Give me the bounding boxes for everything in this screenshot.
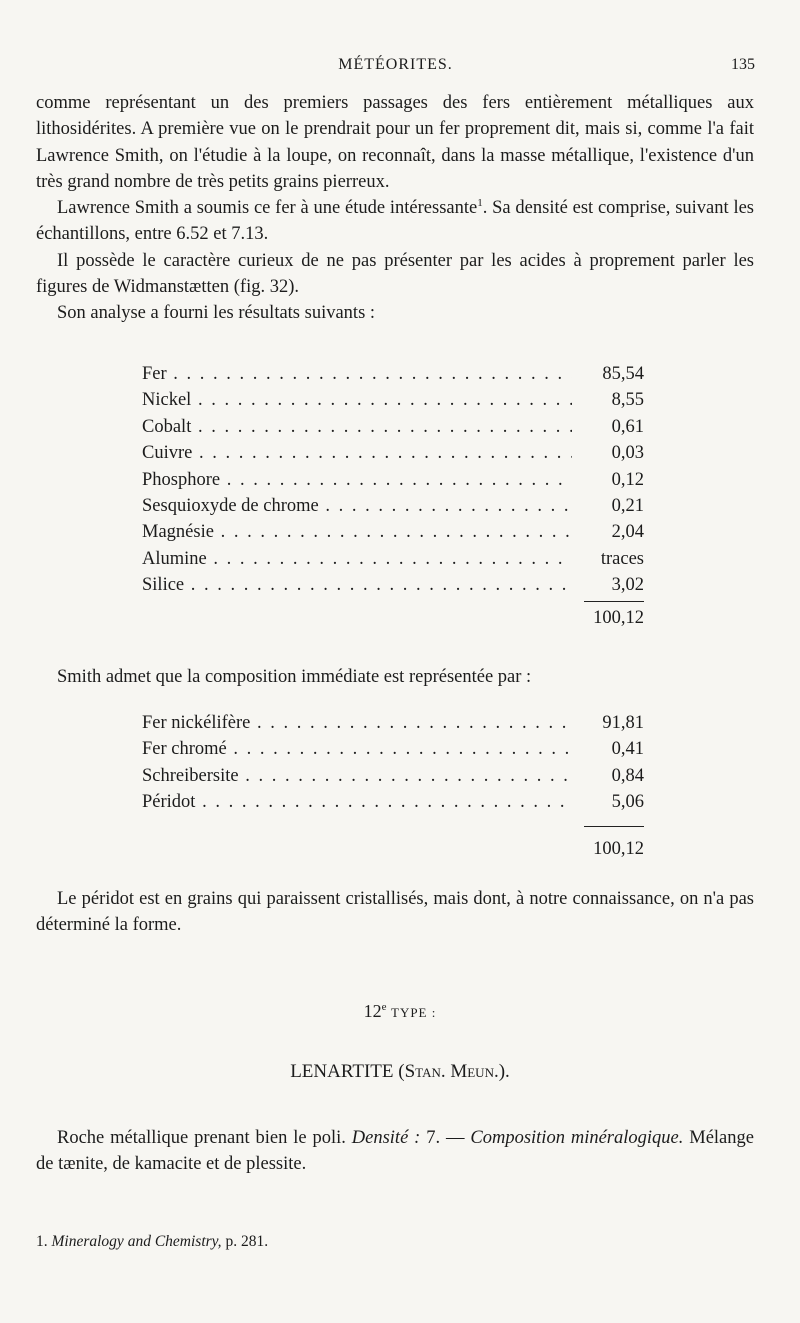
- table-row: [142, 789, 644, 815]
- total-rule: [584, 826, 644, 827]
- row-label: Magnésie . . .: [142, 519, 572, 545]
- row-label: Alumine . . .: [142, 546, 572, 572]
- table-row: [142, 361, 644, 387]
- page-number: 135: [731, 56, 755, 73]
- row-value: 0,12: [572, 467, 644, 493]
- row-value: 0,03: [572, 440, 644, 466]
- paragraph-analysis-intro: Son analyse a fourni les résultats suivants :: [57, 303, 376, 324]
- section-heading: [0, 1061, 800, 1083]
- row-value: 5,06: [572, 789, 644, 815]
- analysis-table: [142, 361, 644, 633]
- paragraph-widmanstaetten: Il possède le caractère curieux de ne pas présenter par les acides à proprement parler les figures de Widmanstætten (fig. 32).: [36, 250, 754, 298]
- total-rule-wrap: [142, 599, 644, 603]
- paragraph-intro: comme représentant un des premiers passages des fers entièrement métalliques aux lithosidérites. A première vue on le prendrait pour un fer proprement dit, mais si, comme l'a fait Lawrence Smith, on l'étudie à la loupe, on reconnaît, dans la masse métallique, l'existence d'un très grand nombre de très petits grains pierreux.: [36, 93, 754, 192]
- footnote: [36, 1233, 268, 1251]
- table-row: [142, 710, 644, 736]
- footnote-number: 1.: [36, 1233, 48, 1250]
- paragraph-composition-intro: Smith admet que la composition immédiate est représentée par :: [57, 667, 532, 687]
- lenartite-sentence: Roche métallique prenant bien le poli.: [57, 1128, 346, 1148]
- table-row: [142, 467, 644, 493]
- type-heading: [0, 1001, 800, 1022]
- footnote-ref: 1: [477, 197, 483, 210]
- row-label: Fer nickélifère . . .: [142, 710, 572, 736]
- total-rule-wrap: [142, 816, 644, 834]
- table-row: [142, 519, 644, 545]
- row-label: Sesquioxyde de chrome . . .: [142, 493, 572, 519]
- row-value: 2,04: [572, 519, 644, 545]
- paragraph-density-rest: . Sa densité est comprise, suivant les échantillons, entre 6.52 et 7.13.: [36, 198, 754, 245]
- paragraph-density-text: Lawrence Smith a soumis ce fer à une étude intéressante: [57, 198, 478, 219]
- row-value: 91,81: [572, 710, 644, 736]
- body-text-lenartite: [36, 1125, 754, 1178]
- body-text-peridot: [36, 886, 754, 939]
- row-label: Cobalt . . .: [142, 414, 572, 440]
- table-row: [142, 440, 644, 466]
- density-value: 7. —: [426, 1128, 465, 1148]
- total-rule: [584, 601, 644, 602]
- row-label: Péridot . . .: [142, 789, 572, 815]
- paragraph-density: [36, 195, 754, 248]
- type-number: 12: [363, 1001, 382, 1021]
- row-label: Fer . . .: [142, 361, 572, 387]
- table-row: [142, 387, 644, 413]
- row-label: Fer chromé . . .: [142, 736, 572, 762]
- composition-text: Mélange de tænite, de kamacite et de plessite.: [36, 1128, 754, 1175]
- section-author: (Stan. Meun.).: [398, 1061, 510, 1082]
- table-row: [142, 736, 644, 762]
- paragraph-lenartite: [36, 1125, 754, 1178]
- row-label: Nickel . . .: [142, 387, 572, 413]
- table-row: [142, 546, 644, 572]
- section-title: LENARTITE: [290, 1061, 394, 1082]
- row-label: Schreibersite . . .: [142, 763, 572, 789]
- composition-label: Composition minéralogique.: [470, 1128, 684, 1148]
- row-value: 0,61: [572, 414, 644, 440]
- composition-total: 100,12: [593, 838, 644, 859]
- body-text-top: [36, 90, 754, 327]
- row-label: Phosphore . . .: [142, 467, 572, 493]
- row-value: 85,54: [572, 361, 644, 387]
- table-row: [142, 572, 644, 598]
- table-row: [142, 763, 644, 789]
- row-value: 0,84: [572, 763, 644, 789]
- analysis-total: 100,12: [593, 607, 644, 628]
- table-row: [142, 414, 644, 440]
- type-sup: e: [381, 1001, 387, 1013]
- row-value: 3,02: [572, 572, 644, 598]
- density-label: Densité :: [351, 1128, 421, 1148]
- row-value: 8,55: [572, 387, 644, 413]
- footnote-title: Mineralogy and Chemistry,: [51, 1233, 222, 1250]
- composition-table: [142, 710, 644, 864]
- body-text-smith: [36, 664, 754, 690]
- row-value: 0,41: [572, 736, 644, 762]
- footnote-page: p. 281.: [225, 1233, 269, 1250]
- paragraph-peridot: Le péridot est en grains qui paraissent cristallisés, mais dont, à notre connaissance, on n'a pas déterminé la forme.: [36, 889, 754, 936]
- row-label: Silice . . .: [142, 572, 572, 598]
- table-row: [142, 493, 644, 519]
- page-header: [36, 56, 755, 80]
- type-word: TYPE :: [391, 1005, 437, 1020]
- row-label: Cuivre . . .: [142, 440, 572, 466]
- row-value: traces: [572, 546, 644, 572]
- row-value: 0,21: [572, 493, 644, 519]
- running-title: MÉTÉORITES.: [338, 56, 453, 73]
